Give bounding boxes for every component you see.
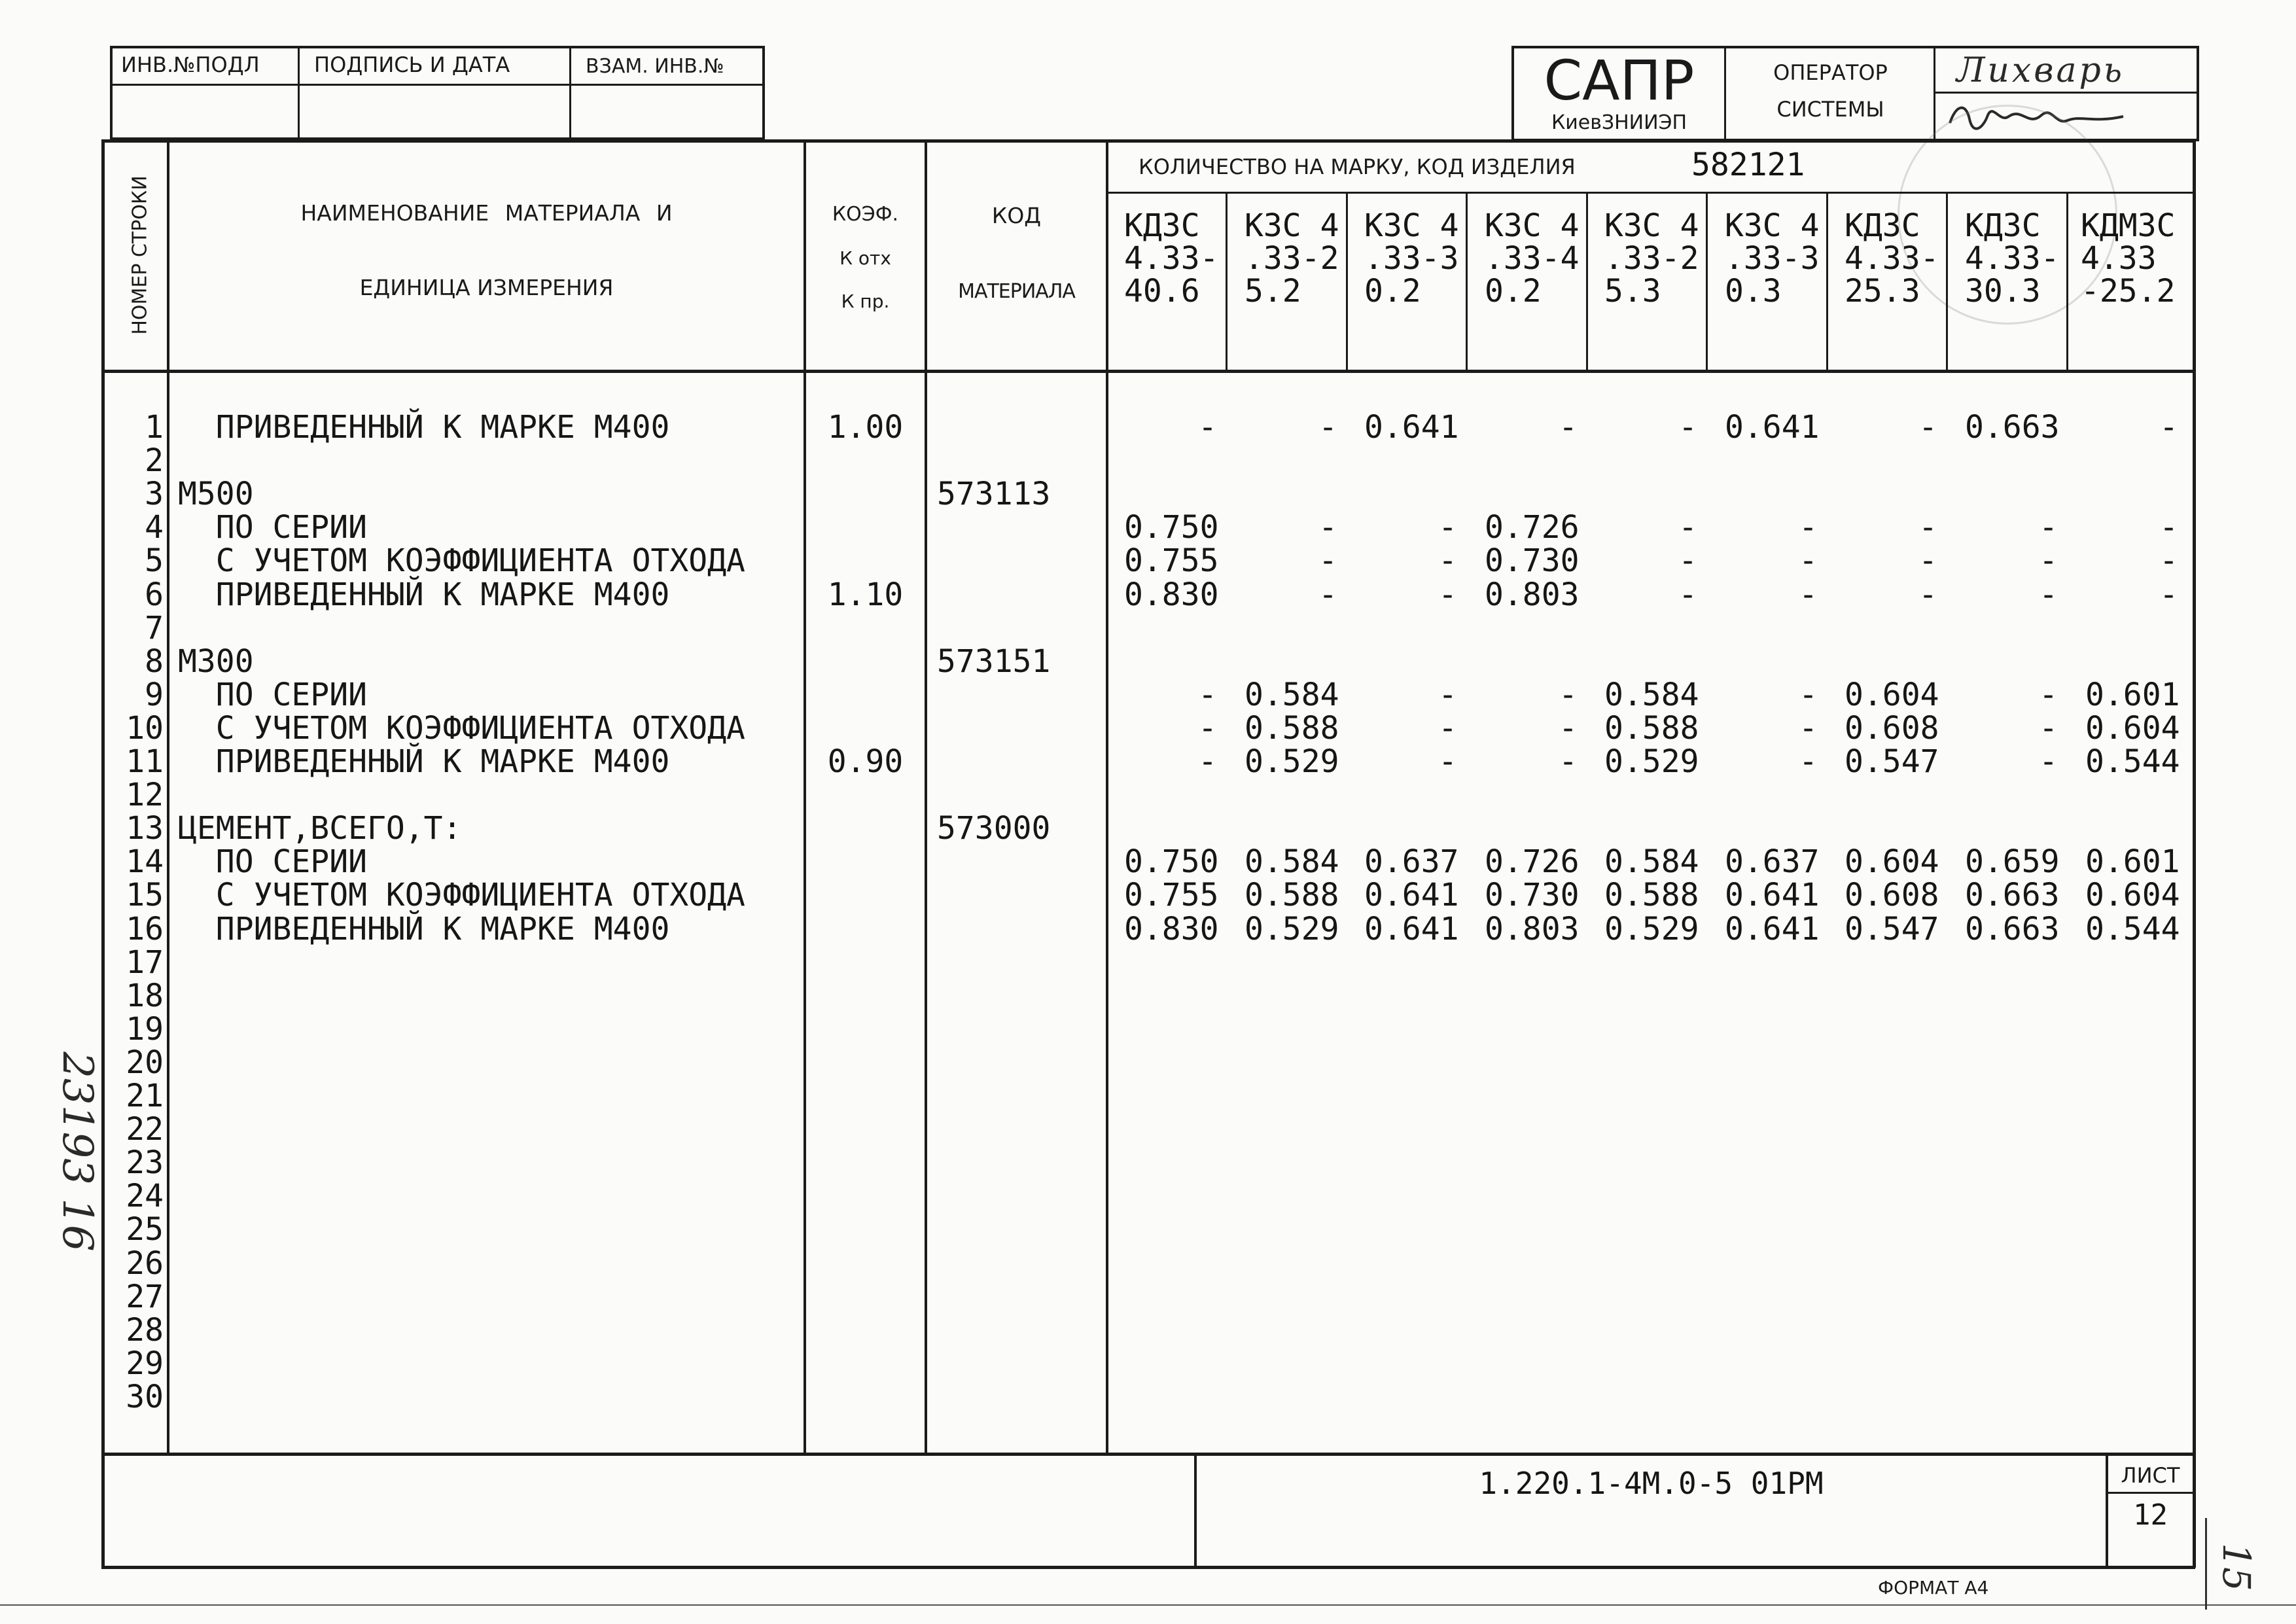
- stamp-signature-label: ПОДПИСЬ И ДАТА: [314, 52, 510, 77]
- quantity-cell: 0.608: [1845, 709, 1939, 747]
- column-header-5: КЗС 4 .33-2 5.3: [1604, 207, 1699, 309]
- quantity-cell: -: [1678, 576, 1697, 613]
- quantity-cell: 0.584: [1245, 843, 1339, 881]
- column-header-9: КДМЗС 4.33 -25.2: [2081, 207, 2176, 309]
- quantity-cell: -: [2159, 509, 2178, 546]
- material-code: 573151: [937, 643, 1051, 680]
- quantity-cell: 0.604: [2085, 709, 2180, 747]
- material-name: ПРИВЕДЕННЫЙ К МАРКЕ М400: [178, 743, 670, 780]
- quantity-cell: 0.663: [1965, 409, 2060, 446]
- row-number: 12: [126, 777, 164, 814]
- material-name: ПРИВЕДЕННЫЙ К МАРКЕ М400: [178, 910, 670, 947]
- product-code: 582121: [1691, 147, 1805, 183]
- quantity-cell: -: [2039, 743, 2058, 780]
- row-number: 18: [126, 977, 164, 1014]
- quantity-cell: -: [2039, 576, 2058, 613]
- quantity-cell: 0.641: [1725, 910, 1820, 947]
- quantity-cell: 0.659: [1965, 843, 2060, 881]
- quantity-cell: 0.529: [1604, 910, 1699, 947]
- quantity-cell: -: [1799, 576, 1818, 613]
- quantity-cell: 0.529: [1245, 910, 1339, 947]
- row-number: 17: [126, 944, 164, 981]
- row-number: 19: [126, 1010, 164, 1048]
- quantity-cell: -: [1918, 542, 1937, 580]
- material-code-header-line2: МАТЕРИАЛА: [958, 280, 1075, 303]
- quantity-cell: 0.663: [1965, 877, 2060, 914]
- quantity-cell: -: [1799, 542, 1818, 580]
- quantity-cell: 0.641: [1364, 409, 1459, 446]
- quantity-cell: 0.584: [1604, 676, 1699, 713]
- quantity-cell: 0.726: [1485, 843, 1580, 881]
- quantity-cell: 0.755: [1124, 542, 1219, 580]
- operator-name-handwritten: Лихварь: [1956, 51, 2125, 90]
- material-name: ПО СЕРИИ: [178, 676, 367, 713]
- quantity-cell: -: [1918, 509, 1937, 546]
- quantity-cell: 0.588: [1245, 877, 1339, 914]
- material-code: 573000: [937, 810, 1051, 847]
- quantity-cell: -: [1678, 509, 1697, 546]
- quantity-cell: -: [1799, 743, 1818, 780]
- column-header-6: КЗС 4 .33-3 0.3: [1725, 207, 1820, 309]
- quantity-cell: -: [2039, 542, 2058, 580]
- quantity-cell: 0.803: [1485, 576, 1580, 613]
- quantity-cell: -: [1918, 409, 1937, 446]
- sheet-number: 12: [2133, 1498, 2168, 1532]
- row-number-header: НОМЕР СТРОКИ: [128, 175, 152, 335]
- material-name: ЦЕМЕНТ,ВСЕГО,Т:: [178, 810, 462, 847]
- stamp-replacement-label: ВЗАМ. ИНВ.№: [586, 55, 724, 78]
- koef-header-line2: К отх: [839, 247, 891, 269]
- material-name: С УЧЕТОМ КОЭФФИЦИЕНТА ОТХОДА: [178, 542, 745, 580]
- koef-value: 0.90: [827, 743, 904, 780]
- quantity-cell: -: [1799, 709, 1818, 747]
- quantity-cell: 0.529: [1604, 743, 1699, 780]
- quantity-cell: -: [1438, 576, 1457, 613]
- quantity-cell: -: [1559, 676, 1578, 713]
- quantity-header: КОЛИЧЕСТВО НА МАРКУ, КОД ИЗДЕЛИЯ: [1139, 154, 1576, 179]
- row-number: 10: [126, 709, 164, 747]
- quantity-cell: -: [1318, 542, 1337, 580]
- quantity-cell: -: [1438, 743, 1457, 780]
- quantity-cell: -: [1678, 542, 1697, 580]
- row-number: 15: [126, 877, 164, 914]
- quantity-cell: 0.604: [1845, 676, 1939, 713]
- quantity-cell: -: [1438, 709, 1457, 747]
- row-number: 9: [145, 676, 164, 713]
- quantity-cell: 0.750: [1124, 843, 1219, 881]
- row-number: 16: [126, 910, 164, 947]
- material-name-header-line2: ЕДИНИЦА ИЗМЕРЕНИЯ: [359, 275, 614, 300]
- row-number: 29: [126, 1345, 164, 1382]
- quantity-cell: 0.547: [1845, 910, 1939, 947]
- quantity-cell: -: [2039, 676, 2058, 713]
- row-number: 3: [145, 476, 164, 513]
- corner-page-number: 15: [2214, 1543, 2259, 1591]
- operator-label: ОПЕРАТОР: [1773, 60, 1888, 85]
- quantity-cell: 0.641: [1725, 877, 1820, 914]
- quantity-cell: 0.663: [1965, 910, 2060, 947]
- column-header-7: КДЗС 4.33- 25.3: [1845, 207, 1939, 309]
- quantity-cell: 0.755: [1124, 877, 1219, 914]
- quantity-cell: 0.588: [1245, 709, 1339, 747]
- quantity-cell: 0.830: [1124, 576, 1219, 613]
- column-header-3: КЗС 4 .33-3 0.2: [1364, 207, 1459, 309]
- quantity-cell: -: [1318, 409, 1337, 446]
- quantity-cell: -: [2039, 709, 2058, 747]
- quantity-cell: 0.637: [1725, 843, 1820, 881]
- stamp-inventory-label: ИНВ.№ПОДЛ: [121, 52, 260, 77]
- quantity-cell: 0.637: [1364, 843, 1459, 881]
- row-number: 2: [145, 442, 164, 480]
- quantity-cell: 0.529: [1245, 743, 1339, 780]
- quantity-cell: -: [1559, 709, 1578, 747]
- row-number: 7: [145, 609, 164, 646]
- quantity-cell: 0.544: [2085, 743, 2180, 780]
- row-number: 4: [145, 509, 164, 546]
- system-label: СИСТЕМЫ: [1776, 97, 1884, 122]
- material-name: М500: [178, 476, 254, 513]
- row-number: 25: [126, 1211, 164, 1248]
- material-name: ПРИВЕДЕННЫЙ К МАРКЕ М400: [178, 409, 670, 446]
- quantity-cell: 0.641: [1725, 409, 1820, 446]
- row-number: 13: [126, 810, 164, 847]
- quantity-cell: -: [1438, 509, 1457, 546]
- row-number: 8: [145, 643, 164, 680]
- material-name: ПРИВЕДЕННЫЙ К МАРКЕ М400: [178, 576, 670, 613]
- quantity-cell: -: [1799, 509, 1818, 546]
- material-code: 573113: [937, 476, 1051, 513]
- quantity-cell: 0.601: [2085, 843, 2180, 881]
- quantity-cell: 0.726: [1485, 509, 1580, 546]
- quantity-cell: 0.544: [2085, 910, 2180, 947]
- column-header-1: КДЗС 4.33- 40.6: [1124, 207, 1219, 309]
- row-number: 30: [126, 1378, 164, 1415]
- quantity-cell: 0.547: [1845, 743, 1939, 780]
- koef-header-line3: К пр.: [841, 291, 890, 312]
- quantity-cell: 0.803: [1485, 910, 1580, 947]
- quantity-cell: 0.730: [1485, 542, 1580, 580]
- material-code-header-line1: КОД: [991, 203, 1042, 228]
- koef-value: 1.10: [827, 576, 904, 613]
- row-number: 26: [126, 1244, 164, 1282]
- row-number: 22: [126, 1111, 164, 1148]
- format-label: ФОРМАТ А4: [1878, 1577, 1989, 1598]
- quantity-cell: -: [1918, 576, 1937, 613]
- organization-name: КиевЗНИИЭП: [1551, 111, 1687, 134]
- quantity-cell: 0.750: [1124, 509, 1219, 546]
- quantity-cell: -: [2159, 542, 2178, 580]
- material-name-header-line1: НАИМЕНОВАНИЕ МАТЕРИАЛА И: [300, 200, 673, 226]
- quantity-cell: 0.608: [1845, 877, 1939, 914]
- quantity-cell: -: [1318, 509, 1337, 546]
- quantity-cell: -: [1198, 709, 1217, 747]
- row-number: 11: [126, 743, 164, 780]
- sheet-label: ЛИСТ: [2121, 1463, 2180, 1488]
- quantity-cell: -: [2159, 576, 2178, 613]
- quantity-cell: -: [1438, 542, 1457, 580]
- quantity-cell: -: [1559, 409, 1578, 446]
- quantity-cell: 0.730: [1485, 877, 1580, 914]
- row-number: 6: [145, 576, 164, 613]
- koef-header-line1: КОЭФ.: [832, 203, 899, 226]
- row-number: 14: [126, 843, 164, 881]
- column-header-8: КДЗС 4.33- 30.3: [1965, 207, 2060, 309]
- quantity-cell: -: [1318, 576, 1337, 613]
- material-name: С УЧЕТОМ КОЭФФИЦИЕНТА ОТХОДА: [178, 877, 745, 914]
- quantity-cell: -: [1198, 676, 1217, 713]
- material-name: ПО СЕРИИ: [178, 509, 367, 546]
- row-number: 28: [126, 1311, 164, 1349]
- quantity-cell: -: [2159, 409, 2178, 446]
- quantity-cell: -: [1678, 409, 1697, 446]
- quantity-cell: 0.641: [1364, 877, 1459, 914]
- row-number: 20: [126, 1044, 164, 1081]
- row-number: 24: [126, 1178, 164, 1215]
- row-number: 5: [145, 542, 164, 580]
- column-header-2: КЗС 4 .33-2 5.2: [1245, 207, 1339, 309]
- material-name: ПО СЕРИИ: [178, 843, 367, 881]
- quantity-cell: -: [2039, 509, 2058, 546]
- sapr-logo: САПР: [1544, 48, 1695, 113]
- quantity-cell: 0.588: [1604, 709, 1699, 747]
- row-number: 21: [126, 1078, 164, 1114]
- document-code: 1.220.1-4М.0-5 01РМ: [1479, 1466, 1824, 1501]
- material-name: М300: [178, 643, 254, 680]
- row-number: 27: [126, 1278, 164, 1315]
- koef-value: 1.00: [827, 409, 904, 446]
- quantity-cell: 0.641: [1364, 910, 1459, 947]
- quantity-cell: -: [1799, 676, 1818, 713]
- quantity-cell: 0.604: [2085, 877, 2180, 914]
- quantity-cell: -: [1438, 676, 1457, 713]
- side-inventory-number: 23193 16: [53, 1051, 101, 1252]
- quantity-cell: 0.584: [1604, 843, 1699, 881]
- quantity-cell: 0.604: [1845, 843, 1939, 881]
- row-number: 23: [126, 1144, 164, 1182]
- quantity-cell: 0.830: [1124, 910, 1219, 947]
- quantity-cell: 0.601: [2085, 676, 2180, 713]
- quantity-cell: -: [1559, 743, 1578, 780]
- quantity-cell: 0.584: [1245, 676, 1339, 713]
- column-header-4: КЗС 4 .33-4 0.2: [1485, 207, 1580, 309]
- material-name: С УЧЕТОМ КОЭФФИЦИЕНТА ОТХОДА: [178, 709, 745, 747]
- row-number: 1: [145, 409, 164, 446]
- quantity-cell: 0.588: [1604, 877, 1699, 914]
- quantity-cell: -: [1198, 409, 1217, 446]
- quantity-cell: -: [1198, 743, 1217, 780]
